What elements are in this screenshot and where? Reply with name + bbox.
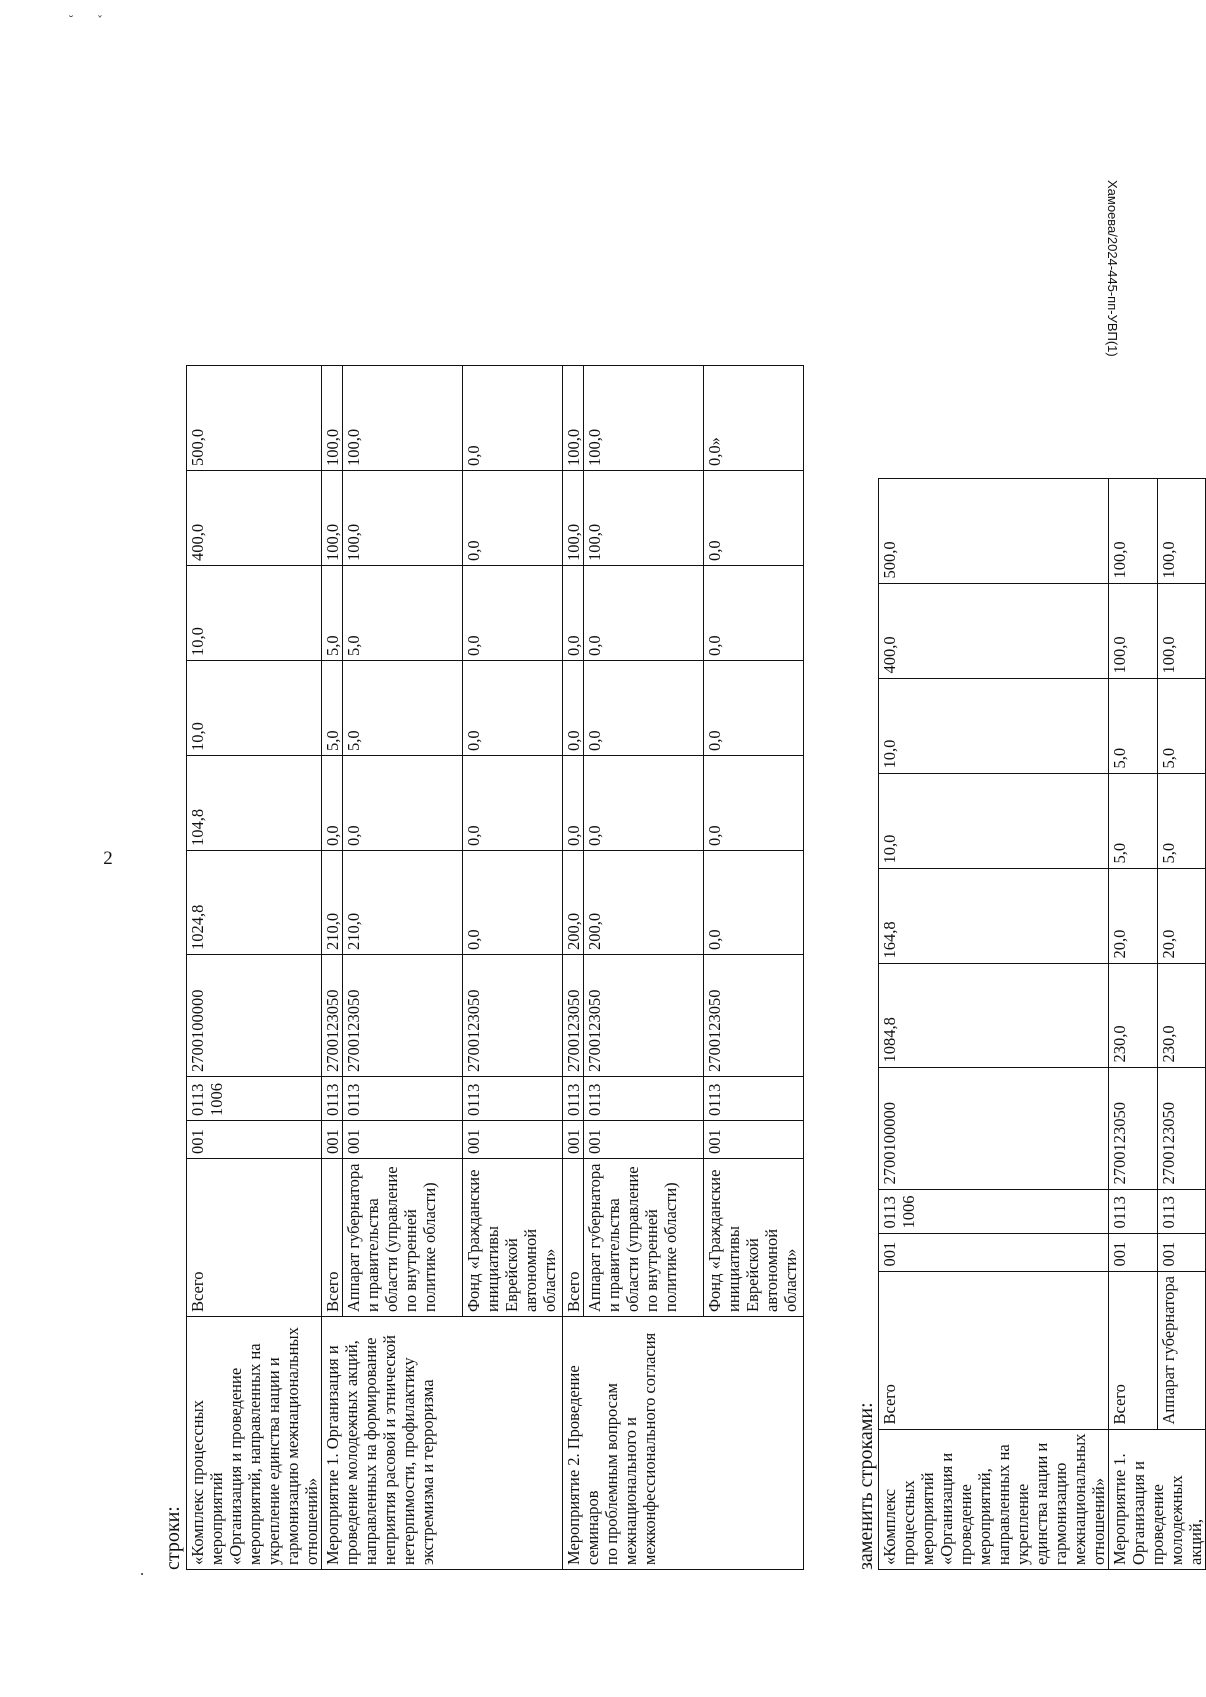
value-cell: 5,0 — [322, 566, 343, 661]
value-cell: 0,0 — [463, 661, 563, 756]
value-cell: 1024,8 — [187, 851, 322, 955]
csr-cell: 2700123050 — [563, 955, 584, 1077]
heading-old-rows: строки: — [162, 1506, 184, 1570]
value-cell: 0,0 — [704, 471, 804, 566]
csr-cell: 2700100000 — [187, 955, 322, 1077]
value-cell: 210,0 — [322, 851, 343, 955]
value-cell: 0,0 — [563, 661, 584, 756]
value-cell: 400,0 — [879, 583, 1109, 678]
rzpr-cell: 0113 — [584, 1077, 704, 1121]
value-cell: 0,0 — [584, 566, 704, 661]
value-cell: 20,0 — [1109, 868, 1158, 963]
value-cell: 0,0 — [463, 566, 563, 661]
value-cell: 0,0 — [563, 756, 584, 851]
value-cell: 230,0 — [1109, 963, 1158, 1067]
value-cell: 104,8 — [187, 756, 322, 851]
rzpr-cell: 0113 — [322, 1077, 343, 1121]
name-cell: «Комплекс процессных мероприятий «Организация и проведение мероприятий, направленных на укрепление единства нации и гармонизацию межнациональных отношений» — [187, 1317, 322, 1570]
value-cell: 0,0 — [463, 756, 563, 851]
executor-cell: Аппарат губернатора и правительства области (управление по внутренней политике области) — [343, 1159, 463, 1317]
value-cell: 100,0 — [584, 471, 704, 566]
value-cell: 0,0 — [704, 851, 804, 955]
csr-cell: 2700123050 — [322, 955, 343, 1077]
table-row — [879, 478, 1109, 1569]
rzpr-cell: 0113 — [1109, 1189, 1158, 1233]
value-cell: 5,0 — [1109, 773, 1158, 868]
table-row — [322, 366, 343, 1570]
value-cell: 0,0 — [704, 661, 804, 756]
table-row — [563, 366, 584, 1570]
rzpr-cell: 0113 — [343, 1077, 463, 1121]
csr-cell: 2700123050 — [463, 955, 563, 1077]
value-cell: 5,0 — [343, 566, 463, 661]
value-cell: 100,0 — [563, 471, 584, 566]
value-cell: 0,0 — [463, 366, 563, 471]
name-cell: Мероприятие 1. Организация и проведение молодежных акций, направленных на формирование неприятия расовой и этнической нетерпимости, профилактику экстремизма и терроризма — [322, 1317, 563, 1570]
grbs-cell: 001 — [1109, 1233, 1158, 1271]
value-cell: 10,0 — [879, 678, 1109, 773]
value-cell: 164,8 — [879, 868, 1109, 963]
executor-cell: Всего — [187, 1159, 322, 1317]
value-cell: 0,0 — [584, 661, 704, 756]
value-cell: 0,0 — [704, 566, 804, 661]
grbs-cell: 001 — [1157, 1233, 1206, 1271]
value-cell: 100,0 — [322, 471, 343, 566]
value-cell: 20,0 — [1157, 868, 1206, 963]
value-cell: 210,0 — [343, 851, 463, 955]
value-cell: 5,0 — [1109, 678, 1158, 773]
value-cell: 0,0 — [322, 756, 343, 851]
new-rows-table — [878, 478, 1206, 1570]
csr-cell: 2700123050 — [584, 955, 704, 1077]
rzpr-cell: 0113 — [463, 1077, 563, 1121]
value-cell: 100,0 — [322, 366, 343, 471]
executor-cell: Всего — [563, 1159, 584, 1317]
csr-cell: 2700123050 — [343, 955, 463, 1077]
rzpr-cell: 0113 — [563, 1077, 584, 1121]
grbs-cell: 001 — [463, 1121, 563, 1159]
rzpr-cell: 0113 — [704, 1077, 804, 1121]
grbs-cell: 001 — [563, 1121, 584, 1159]
value-cell: 5,0 — [343, 661, 463, 756]
rzpr-cell: 0113 1006 — [187, 1077, 322, 1121]
value-cell: 0,0 — [584, 756, 704, 851]
value-cell: 100,0 — [1109, 478, 1158, 583]
rzpr-cell: 0113 1006 — [879, 1189, 1109, 1233]
value-cell: 5,0 — [1157, 678, 1206, 773]
csr-cell: 2700100000 — [879, 1067, 1109, 1189]
grbs-cell: 001 — [343, 1121, 463, 1159]
value-cell: 500,0 — [879, 478, 1109, 583]
value-cell: 10,0 — [879, 773, 1109, 868]
value-cell: 100,0 — [584, 366, 704, 471]
old-rows-table — [186, 365, 804, 1570]
grbs-cell: 001 — [322, 1121, 343, 1159]
value-cell: 100,0 — [343, 366, 463, 471]
table-row — [1157, 478, 1206, 1569]
csr-cell: 2700123050 — [1109, 1067, 1158, 1189]
name-cell: Мероприятие 1. Организация и проведение молодежных акций, — [1109, 1429, 1206, 1569]
grbs-cell: 001 — [187, 1121, 322, 1159]
value-cell: 500,0 — [187, 366, 322, 471]
executor-cell: Всего — [879, 1271, 1109, 1429]
value-cell: 0,0 — [563, 566, 584, 661]
value-cell: 200,0 — [584, 851, 704, 955]
value-cell: 100,0 — [343, 471, 463, 566]
value-cell: 0,0 — [463, 471, 563, 566]
value-cell: 5,0 — [322, 661, 343, 756]
grbs-cell: 001 — [584, 1121, 704, 1159]
grbs-cell: 001 — [879, 1233, 1109, 1271]
csr-cell: 2700123050 — [1157, 1067, 1206, 1189]
document-code: Хамоева/2024-445-пп-УВП(1) — [1105, 180, 1120, 357]
value-cell: 5,0 — [1157, 773, 1206, 868]
executor-cell: Всего — [322, 1159, 343, 1317]
value-cell: 0,0 — [463, 851, 563, 955]
executor-cell: Аппарат губернатора и правительства области (управление по внутренней политике области) — [584, 1159, 704, 1317]
value-cell: 0,0» — [704, 366, 804, 471]
rzpr-cell: 0113 — [1157, 1189, 1206, 1233]
value-cell: 100,0 — [563, 366, 584, 471]
executor-cell: Всего — [1109, 1271, 1158, 1429]
grbs-cell: 001 — [704, 1121, 804, 1159]
csr-cell: 2700123050 — [704, 955, 804, 1077]
table-row — [1109, 478, 1158, 1569]
value-cell: 200,0 — [563, 851, 584, 955]
name-cell: «Комплекс процессных мероприятий «Организация и проведение мероприятий, направленных на укрепление единства нации и гармонизацию межнациональных отношений» — [879, 1429, 1109, 1569]
page-number: 2 — [103, 848, 113, 869]
table-row — [187, 366, 322, 1570]
value-cell: 10,0 — [187, 661, 322, 756]
name-cell: Мероприятие 2. Проведение семинаров по проблемным вопросам межнационального и межконфессионального согласия — [563, 1317, 804, 1570]
value-cell: 10,0 — [187, 566, 322, 661]
heading-new-rows: заменить строками: — [855, 1402, 877, 1570]
value-cell: 100,0 — [1157, 583, 1206, 678]
scan-marks: ˘ ˇ — [68, 14, 103, 28]
executor-cell: Аппарат губернатора — [1157, 1271, 1206, 1429]
value-cell: 0,0 — [704, 756, 804, 851]
executor-cell: Фонд «Гражданские инициативы Еврейской автономной области» — [704, 1159, 804, 1317]
bullet-dot: . — [130, 1572, 147, 1576]
value-cell: 100,0 — [1109, 583, 1158, 678]
value-cell: 0,0 — [343, 756, 463, 851]
value-cell: 100,0 — [1157, 478, 1206, 583]
executor-cell: Фонд «Гражданские инициативы Еврейской автономной области» — [463, 1159, 563, 1317]
value-cell: 1084,8 — [879, 963, 1109, 1067]
value-cell: 230,0 — [1157, 963, 1206, 1067]
value-cell: 400,0 — [187, 471, 322, 566]
